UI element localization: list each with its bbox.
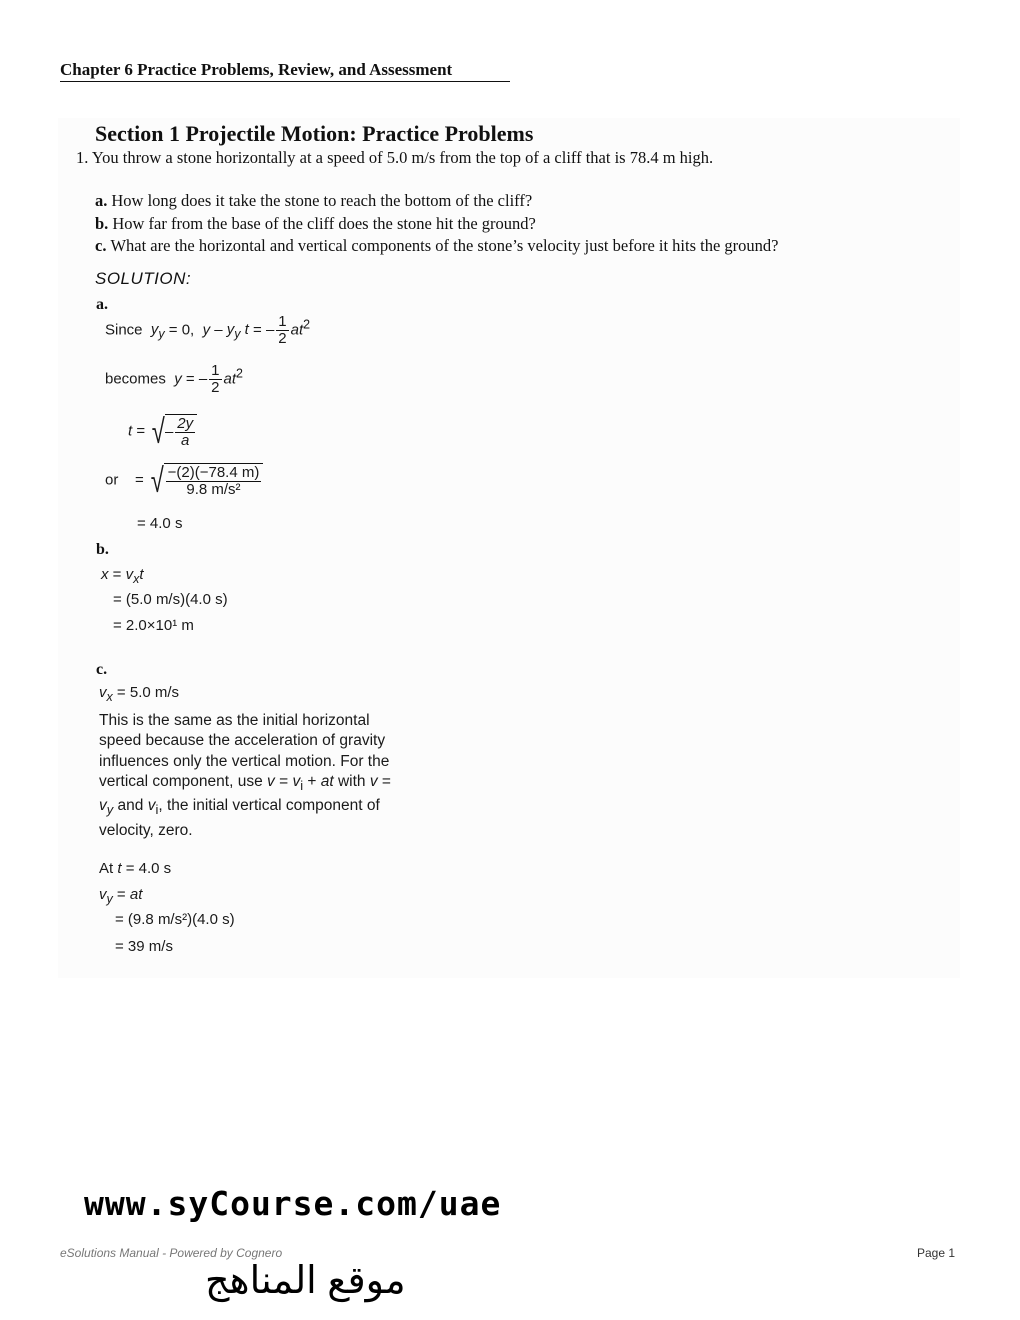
part-label: b. [95, 214, 109, 233]
section-title: Section 1 Projectile Motion: Practice Problems [95, 121, 534, 146]
equation-vy: $v_y$ = at [99, 886, 143, 906]
equation-vy-result: = 39 m/s [115, 938, 173, 955]
equation-since: Since $y_y = 0$, y – $y_y$ t = – $\frac{1}{2}$ $at^2$ [105, 313, 311, 347]
equation-x: $x = v_xt$ [101, 566, 144, 586]
question-part-a [95, 191, 532, 211]
equation-b-result: = 2.0×10¹ m [113, 617, 194, 634]
part-label: a. [95, 191, 108, 210]
solution-a-label: a. [96, 296, 108, 313]
solution-b-label: b. [96, 541, 109, 558]
chapter-header: Chapter 6 Practice Problems, Review, and Assessment [60, 60, 510, 82]
equation-result-a: = 4.0 s [137, 515, 183, 532]
solution-c-label: c. [96, 661, 108, 678]
solution-label: SOLUTION: [95, 269, 192, 288]
question-part-c [95, 236, 779, 256]
equation-b-line2: = (5.0 m/s)(4.0 s) [113, 591, 228, 608]
footer-credit: eSolutions Manual - Powered by Cognero [60, 1246, 283, 1260]
question-part-b [95, 214, 536, 234]
part-label: c. [95, 236, 107, 255]
website-watermark: www.syCourse.com/uae [84, 1184, 502, 1223]
equation-vx: $v_x = 5.0$ m/s [99, 684, 180, 704]
equation-at-time: At t = 4.0 s [99, 860, 172, 877]
part-text: How far from the base of the cliff does the stone hit the ground? [112, 214, 536, 233]
equation-t: t = √– $\frac{2y}{a}$ [128, 414, 197, 449]
part-text: How long does it take the stone to reach the bottom of the cliff? [111, 191, 533, 210]
explanation-paragraph: This is the same as the initial horizontal speed because the acceleration of gravity influences only the vertical motion. For the vertical component, use $v = v_i$ + at with $v = v_y$ and $v_i$, the initial vertical component of velocity, zero. [99, 712, 391, 839]
equation-vy-line2: = (9.8 m/s²)(4.0 s) [115, 911, 235, 928]
equation-substitute: or = √ $\frac{-(2)(-78.4 m)}{\text{9.8 m/s²}}$ [105, 463, 263, 498]
equation-becomes: becomes y = – $\frac{1}{2}$ $at^2$ [105, 362, 243, 396]
part-text: What are the horizontal and vertical components of the stone’s velocity just before it hits the ground? [110, 236, 779, 255]
arabic-watermark: موقع المناهج [205, 1260, 406, 1302]
page-number: Page 1 [917, 1246, 956, 1260]
question-text: 1. You throw a stone horizontally at a speed of 5.0 m/s from the top of a cliff that is 78.4 m high. [76, 148, 714, 167]
